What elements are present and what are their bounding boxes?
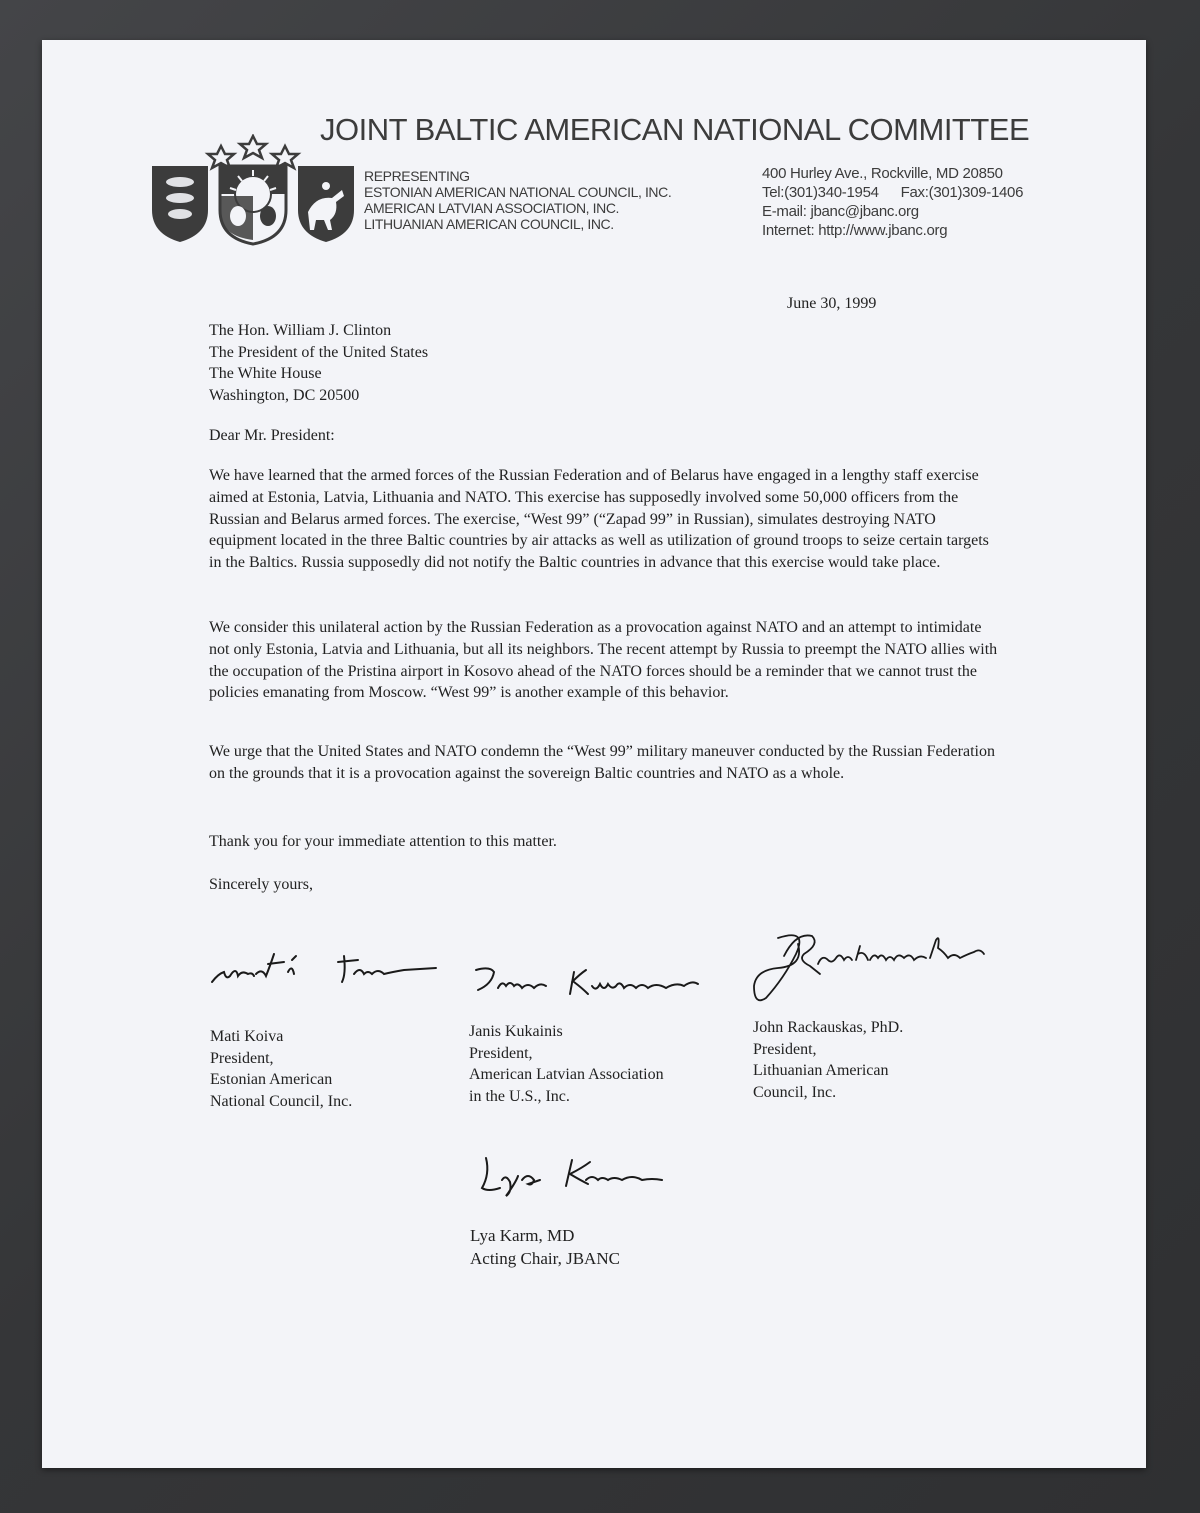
representing-block <box>364 168 671 232</box>
recipient-line: The White House <box>209 365 322 382</box>
signature-janis-kukainis <box>470 960 702 1002</box>
signer-block-rackauskas <box>753 1017 903 1103</box>
signer-name: Mati Koiva <box>210 1028 284 1045</box>
letter-date: June 30, 1999 <box>787 295 877 312</box>
signer-org: Lithuanian American <box>753 1062 889 1079</box>
signer-name: Janis Kukainis <box>469 1023 563 1040</box>
paragraph-2: We consider this unilateral action by the Russian Federation as a provocation against NATO and an attempt to intimidate not only Estonia, Latvia and Lithuania, but all its neighbors. The recent attempt by Russia to preempt the NATO allies with the occupation of the Pristina airport in Kosovo ahead of the NATO forces should be a reminder that we cannot trust the policies emanating from Moscow. “West 99” is another example of this behavior. <box>209 619 998 702</box>
paragraph-4: Thank you for your immediate attention to this matter. <box>209 833 557 850</box>
signature-lya-karm <box>472 1152 666 1198</box>
email: E-mail: jbanc@jbanc.org <box>762 203 919 220</box>
recipient-address <box>209 320 428 406</box>
signer-org: National Council, Inc. <box>210 1092 353 1110</box>
member-org: AMERICAN LATVIAN ASSOCIATION, INC. <box>364 200 620 216</box>
member-org: ESTONIAN AMERICAN NATIONAL COUNCIL, INC. <box>364 184 672 200</box>
phone-fax-line <box>762 183 1023 202</box>
street-address: 400 Hurley Ave., Rockville, MD 20850 <box>762 165 1003 182</box>
recipient-line: The President of the United States <box>209 343 429 361</box>
member-org: LITHUANIAN AMERICAN COUNCIL, INC. <box>364 216 614 232</box>
signer-name: John Rackauskas, PhD. <box>753 1019 904 1036</box>
letterhead-title: JOINT BALTIC AMERICAN NATIONAL COMMITTEE <box>320 112 1030 147</box>
signer-name: Lya Karm, MD <box>470 1226 575 1245</box>
signature-john-rackauskas <box>748 924 988 1006</box>
three-stars-icon <box>208 136 298 168</box>
signature-mati-koiva <box>208 946 440 992</box>
signer-title: President, <box>210 1049 274 1067</box>
signer-block-karm <box>470 1224 620 1270</box>
salutation: Dear Mr. President: <box>209 427 335 444</box>
paragraph-1: We have learned that the armed forces of the Russian Federation and of Belarus have engaged in a lengthy staff exercise aimed at Estonia, Latvia, Lithuania and NATO. This exercise has supposedly involved some 50,000 officers from the Russian and Belarus armed forces. The exercise, “West 99” (“Zapad 99” in Russian), simulates destroying NATO equipment located in the three Baltic countries by air attacks as well as utilization of ground troops to seize certain targets in the Baltics. Russia supposedly did not notify the Baltic countries in advance that this exercise would take place. <box>209 467 989 572</box>
representing-label: REPRESENTING <box>364 168 470 184</box>
closing: Sincerely yours, <box>209 876 313 893</box>
signer-title: President, <box>753 1040 817 1058</box>
signer-org: in the U.S., Inc. <box>469 1087 570 1105</box>
recipient-line: The Hon. William J. Clinton <box>209 322 392 339</box>
fax: Fax:(301)309-1406 <box>900 184 1024 201</box>
signer-org: American Latvian Association <box>469 1066 664 1083</box>
baltic-coats-of-arms-logo <box>148 134 358 246</box>
signer-title: Acting Chair, JBANC <box>470 1249 620 1268</box>
paragraph-3: We urge that the United States and NATO condemn the “West 99” military maneuver conducted by the Russian Federation on the grounds that it is a provocation against the sovereign Baltic countries and NATO as a whole. <box>209 743 995 782</box>
signer-block-kukainis <box>469 1021 664 1107</box>
signer-org: Estonian American <box>210 1071 333 1088</box>
recipient-line: Washington, DC 20500 <box>209 386 360 404</box>
signer-block-koiva <box>210 1026 352 1112</box>
signer-org: Council, Inc. <box>753 1083 837 1101</box>
contact-block <box>762 164 1023 240</box>
signer-title: President, <box>469 1044 533 1062</box>
website: Internet: http://www.jbanc.org <box>762 222 948 239</box>
telephone: Tel:(301)340-1954 <box>762 184 879 201</box>
